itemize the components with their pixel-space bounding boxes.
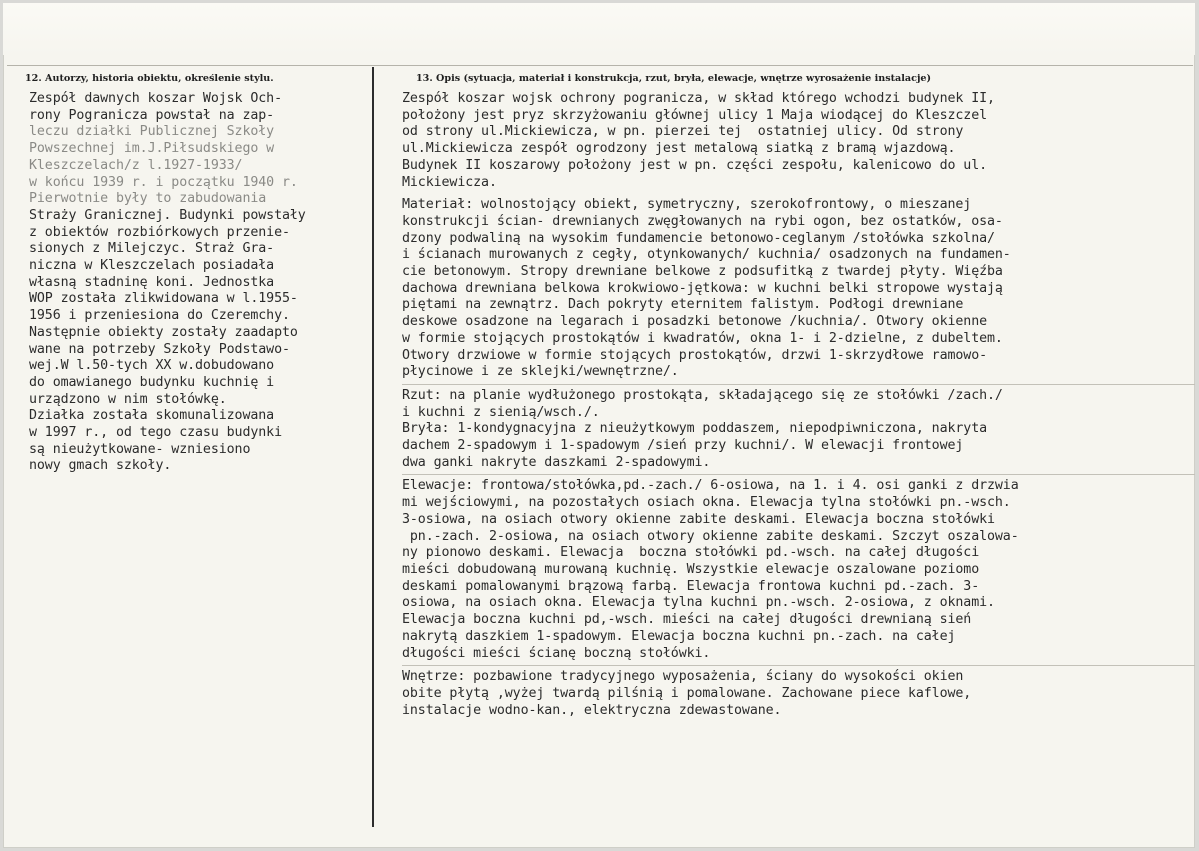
history-line: wane na potrzeby Szkoły Podstawo- [29,341,290,357]
history-line: w końcu 1939 r. i początku 1940 r. [29,174,298,190]
history-line: Zespół dawnych koszar Wojsk Och- [29,91,282,106]
history-line: z obiektów rozbiórkowych przenie- [29,224,290,240]
description-line: Wnętrze: pozbawione tradycyjnego wyposażenia, ściany do wysokości okien [402,669,964,685]
description-line: Materiał: wolnostojący obiekt, symetryczny, szerokofrontowy, o mieszanej [402,197,972,213]
description-line: ul.Mickiewicza zespół ogrodzony jest metalową siatką z bramą wjazdową. [402,141,956,157]
history-line: w 1997 r., od tego czasu budynki [29,425,282,441]
description-line: instalacje wodno-kan., elektryczna zdewastowane. [402,702,782,718]
description-line: Bryła: 1-kondygnacyjna z nieużytkowym poddaszem, niepodpiwniczona, nakryta [402,421,988,437]
history-line: Działka została skomunalizowana [29,408,275,424]
description-line: ny pionowo deskami. Elewacja boczna stołówki pd.-wsch. na całej długości [402,545,980,561]
history-line: Następnie obiekty zostały zaadapto [29,324,298,340]
history-line: nowy gmach szkoły. [29,458,172,474]
description-line: i kuchni z sienią/wsch./. [402,404,600,420]
history-line: Kleszczelach/z l.1927-1933/ [29,157,243,173]
description-text [402,91,1195,719]
description-line: konstrukcji ścian- drewnianych zwęgłowanych na rybi ogon, bez ostatków, osa- [402,213,1003,229]
description-line: mi wejściowymi, na pozostałych osiach okna. Elewacja tylna stołówki pn.-wsch. [402,495,1011,511]
description-line: osiowa, na osiach okna. Elewacja tylna kuchni pn.-wsch. 2-osiowa, z oknami. [402,595,995,611]
section-12-header: 12. Autorzy, historia obiektu, określenie stylu. [25,73,274,84]
description-line: 3-osiowa, na osiach otwory okienne zabite deskami. Elewacja boczna stołówki [402,511,995,527]
description-paragraph [402,478,1195,662]
description-line: deskami pomalowanymi brązową farbą. Elewacja frontowa kuchni pd.-zach. 3- [402,578,980,594]
record-card [3,3,1195,848]
description-line: Budynek II koszarowy położony jest w pn. części zespołu, kalenicowo do ul. [402,157,988,173]
description-line: płycinowe i ze sklejki/wewnętrzne/. [402,364,679,380]
description-line: dwa ganki nakryte daszkami 2-spadowymi. [402,454,711,470]
description-line: od strony ul.Mickiewicza, w pn. pierzei tej ostatniej ulicy. Od strony [402,124,964,140]
paragraph-rule [402,665,1195,666]
description-line: mieści dobudowaną murowaną kuchnię. Wszystkie elewacje oszalowane poziomo [402,561,980,577]
description-line: dachowa drewniana belkowa krokwiowo-jętkowa: w kuchni belki stropowe wystają [402,280,1003,296]
description-paragraph [402,197,1195,381]
history-line: 1956 i przeniesiona do Czeremchy. [29,308,290,324]
history-line: Pierwotnie były to zabudowania [29,191,267,207]
description-line: w formie stojących prostokątów i kwadratów, okna 1- i 2-dzielne, z dubeltem. [402,330,1003,346]
history-line: własną stadninę koni. Jednostka [29,274,275,290]
description-paragraph [402,669,1195,719]
history-line: do omawianego budynku kuchnię i [29,374,275,390]
history-line: sionych z Milejczyc. Straż Gra- [29,241,275,257]
description-line: piętami na zewnątrz. Dach pokryty eternitem falistym. Podłogi drewniane [402,297,964,313]
card-top-margin [3,3,1195,55]
description-paragraph [402,91,1195,191]
description-line: Mickiewicza. [402,174,497,190]
description-line: dzony podwaliną na wysokim fundamencie betonowo-ceglanym /stołówka szkolna/ [402,230,995,246]
history-line: niczna w Kleszczelach posiadała [29,258,275,274]
history-line: są nieużytkowane- wzniesiono [29,441,251,457]
section-13-header: 13. Opis (sytuacja, materiał i konstrukcja, rzut, bryła, elewacje, wnętrze wyrosażenie instalacje) [416,73,932,84]
history-line: WOP została zlikwidowana w l.1955- [29,291,298,307]
description-line: Zespół koszar wojsk ochrony pogranicza, w skład którego wchodzi budynek II, [402,91,995,106]
description-line: i ścianach murowanych z cegły, otynkowanych/ kuchnia/ osadzonych na fundamen- [402,247,1011,263]
description-line: deskowe osadzone na legarach i posadzki betonowe /kuchnia/. Otwory okienne [402,314,988,330]
description-line: obite płytą ,wyżej twardą pilśnią i pomalowane. Zachowane piece kaflowe, [402,685,972,701]
paragraph-rule [402,474,1195,475]
description-line: cie betonowym. Stropy drewniane belkowe z podsufitką z twardej płyty. Więźba [402,264,1003,280]
history-line: leczu działki Publicznej Szkoły [29,124,275,140]
history-line: Powszechnej im.J.Piłsudskiego w [29,141,275,157]
description-line: Rzut: na planie wydłużonego prostokąta, składającego się ze stołówki /zach./ [402,387,1003,403]
description-line: Elewacja boczna kuchni pd,-wsch. mieści na całej długości drewnianą sień [402,612,972,628]
history-line: wej.W l.50-tych XX w.dobudowano [29,358,275,374]
description-line: długości mieści ścianę boczną stołówki. [402,645,711,661]
description-line: nakrytą daszkiem 1-spadowym. Elewacja boczna kuchni pn.-zach. na całej [402,628,956,644]
header-rule [7,65,1193,66]
description-line: dachem 2-spadowym i 1-spadowym /sień przy kuchni/. W elewacji frontowej [402,438,964,454]
history-line: Straży Granicznej. Budynki powstały [29,207,306,223]
description-line: położony jest pryz skrzyżowaniu głównej ulicy 1 Maja wiodącej do Kleszczel [402,107,988,123]
description-line: pn.-zach. 2-osiowa, na osiach otwory okienne zabite deskami. Szczyt oszalowa- [402,528,1019,544]
history-line: rony Pogranicza powstał na zap- [29,107,275,123]
description-paragraph [402,388,1195,472]
description-line: Elewacje: frontowa/stołówka,pd.-zach./ 6-osiowa, na 1. i 4. osi ganki z drzwia [402,478,1019,494]
history-line: urządzono w nim stołówkę. [29,391,227,407]
paragraph-rule [402,384,1195,385]
description-line: Otwory drzwiowe w formie stojących prostokątów, drzwi 1-skrzydłowe ramowo- [402,347,988,363]
history-text [29,91,375,475]
